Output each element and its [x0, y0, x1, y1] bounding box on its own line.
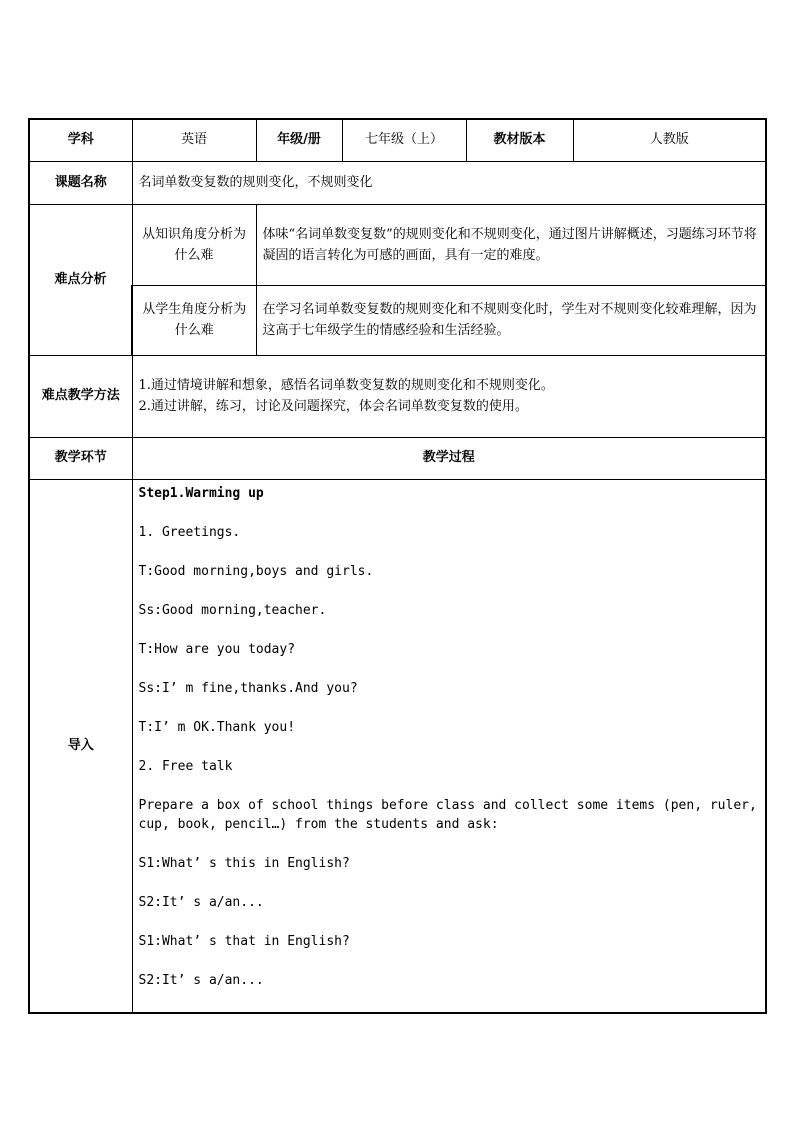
intro-process-content	[132, 479, 766, 1013]
method-label: 难点教学方法	[29, 355, 132, 437]
process-line: S2:It’ s a/an...	[138, 894, 264, 910]
process-line: T:How are you today?	[138, 641, 296, 657]
knowledge-angle-label: 从知识角度分析为什么难	[132, 204, 256, 285]
process-line: Prepare a box of school things before class and collect some items (pen, ruler, cup, book, pencil…) from the students and ask:	[138, 797, 757, 832]
process-line: T:Good morning,boys and girls.	[138, 563, 374, 579]
process-line: S2:It’ s a/an...	[138, 972, 264, 988]
method-item: 1.通过情境讲解和想象，感悟名词单数变复数的规则变化和不规则变化。	[138, 378, 554, 393]
intro-stage-label: 导入	[29, 479, 132, 1013]
topic-row	[29, 161, 766, 204]
process-line: Ss:I’ m fine,thanks.And you?	[138, 680, 358, 696]
edition-value: 人教版	[573, 119, 766, 161]
difficulty-student-row	[29, 285, 766, 355]
process-line: 2. Free talk	[138, 758, 233, 774]
subject-label: 学科	[29, 119, 132, 161]
edition-label: 教材版本	[466, 119, 573, 161]
student-angle-label: 从学生角度分析为什么难	[132, 285, 256, 355]
process-line: 1. Greetings.	[138, 524, 241, 540]
topic-label: 课题名称	[29, 161, 132, 204]
topic-value: 名词单数变复数的规则变化，不规则变化	[132, 161, 766, 204]
process-header-row	[29, 437, 766, 479]
subject-value: 英语	[132, 119, 256, 161]
knowledge-angle-text: 体味“名词单数变复数”的规则变化和不规则变化，通过图片讲解概述，习题练习环节将凝固的语言转化为可感的画面，具有一定的难度。	[256, 204, 766, 285]
student-angle-text: 在学习名词单数变复数的规则变化和不规则变化时，学生对不规则变化较难理解，因为这高于七年级学生的情感经验和生活经验。	[256, 285, 766, 355]
process-line: T:I’ m OK.Thank you!	[138, 719, 296, 735]
process-line: S1:What’ s that in English?	[138, 933, 350, 949]
difficulty-knowledge-row	[29, 204, 766, 285]
stage-header: 教学环节	[29, 437, 132, 479]
method-item: 2.通过讲解，练习，讨论及问题探究，体会名词单数变复数的使用。	[138, 399, 528, 414]
step-heading: Step1.Warming up	[138, 485, 264, 501]
process-line: Ss:Good morning,teacher.	[138, 602, 327, 618]
header-row	[29, 119, 766, 161]
process-line: S1:What’ s this in English?	[138, 855, 350, 871]
method-row	[29, 355, 766, 437]
intro-row	[29, 479, 766, 1013]
grade-value: 七年级（上）	[342, 119, 466, 161]
method-content	[132, 355, 766, 437]
grade-label: 年级/册	[256, 119, 342, 161]
lesson-plan-table	[28, 118, 767, 1014]
difficulty-label: 难点分析	[29, 204, 132, 355]
process-header: 教学过程	[132, 437, 766, 479]
